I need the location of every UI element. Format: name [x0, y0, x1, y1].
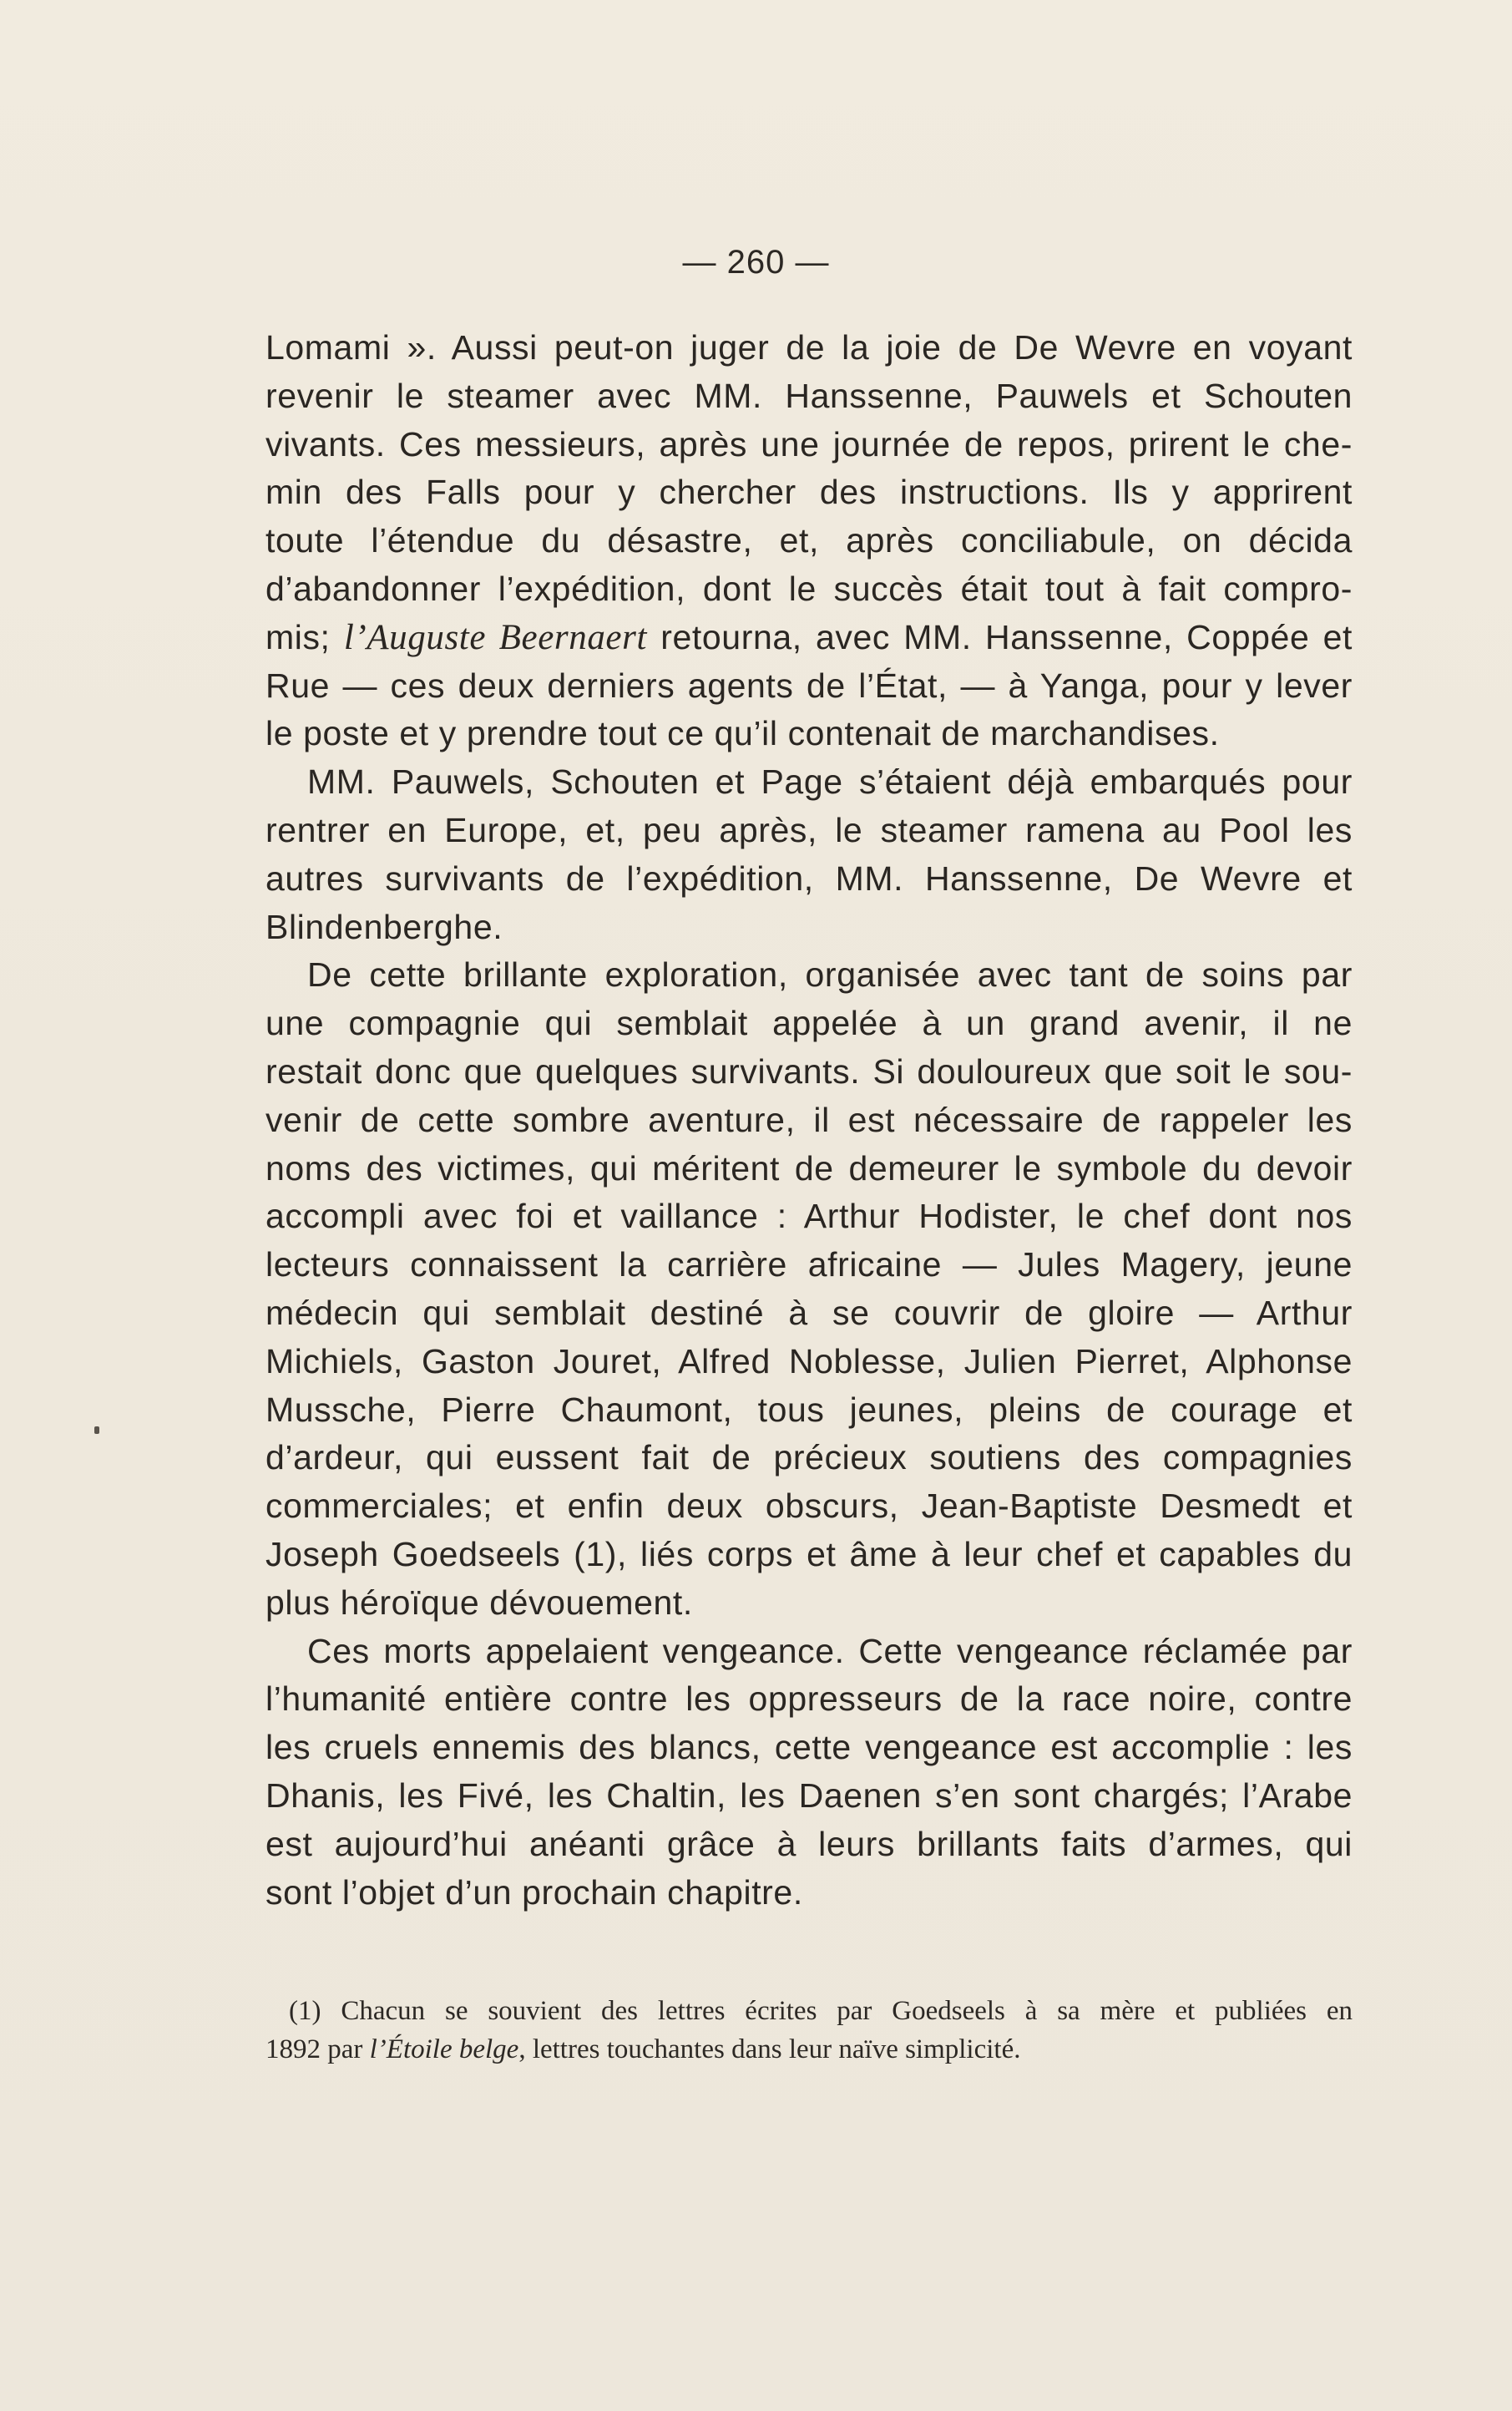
ship-name: l’Auguste Beernaert — [343, 617, 647, 657]
text-line: MM. Pauwels, Schouten et Page s’étaient déjà embarqués pour — [307, 762, 1353, 802]
text-line: venir de cette sombre aventure, il est nécessaire de rappeler les — [265, 1100, 1353, 1139]
footnote-line-mixed — [265, 2030, 1353, 2069]
footnote-fragment: , lettres touchantes dans leur naïve simplicité. — [518, 2034, 1021, 2064]
ink-speck — [94, 1426, 99, 1434]
text-line: Blindenberghe. — [265, 907, 503, 946]
text-line: médecin qui semblait destiné à se couvrir de gloire — Arthur — [265, 1293, 1353, 1332]
page-number: — 260 — — [682, 244, 830, 281]
text-line: l’humanité entière contre les oppresseurs de la race noire, contre — [265, 1679, 1353, 1719]
text-line: Joseph Goedseels (1), liés corps et âme à leur chef et capables du — [265, 1534, 1353, 1573]
text-fragment: mis; — [265, 617, 344, 656]
text-line: Rue — ces deux derniers agents de l’État, — à Yanga, pour y lever — [265, 666, 1353, 705]
text-line: Dhanis, les Fivé, les Chaltin, les Daenen s’en sont chargés; l’Arabe — [265, 1775, 1353, 1815]
text-line: commerciales; et enfin deux obscurs, Jean-Baptiste Desmedt et — [265, 1487, 1353, 1526]
text-line: Mussche, Pierre Chaumont, tous jeunes, pleins de courage et — [265, 1390, 1353, 1429]
text-line: plus héroïque dévouement. — [265, 1583, 693, 1622]
text-line: d’ardeur, qui eussent fait de précieux soutiens des compagnies — [265, 1438, 1353, 1477]
text-line: min des Falls pour y chercher des instructions. Ils y apprirent — [265, 473, 1353, 512]
text-line: le poste et y prendre tout ce qu’il contenait de marchandises. — [265, 714, 1220, 753]
body-text — [265, 324, 1353, 1917]
text-line: rentrer en Europe, et, peu après, le steamer ramena au Pool les — [265, 810, 1353, 849]
text-line: d’abandonner l’expédition, dont le succès était tout à fait compro- — [265, 569, 1353, 608]
text-line: sont l’objet d’un prochain chapitre. — [265, 1872, 803, 1912]
text-line: les cruels ennemis des blancs, cette vengeance est accomplie : les — [265, 1728, 1353, 1767]
text-line: est aujourd’hui anéanti grâce à leurs brillants faits d’armes, qui — [265, 1824, 1353, 1863]
footnote-line: (1) Chacun se souvient des lettres écrites par Goedseels à sa mère et publiées en — [289, 1996, 1353, 2026]
text-line: De cette brillante exploration, organisée avec tant de soins par — [307, 955, 1353, 995]
text-line: lecteurs connaissent la carrière africaine — Jules Magery, jeune — [265, 1245, 1353, 1284]
text-line: vivants. Ces messieurs, après une journée de repos, prirent le che- — [265, 424, 1353, 463]
text-fragment: retourna, avec MM. Hanssenne, Coppée et — [647, 617, 1353, 656]
newspaper-name: l’Étoile belge — [369, 2034, 519, 2064]
text-line: restait donc que quelques survivants. Si douloureux que soit le sou- — [265, 1051, 1353, 1091]
text-line: revenir le steamer avec MM. Hanssenne, Pauwels et Schouten — [265, 376, 1353, 415]
text-line: Michiels, Gaston Jouret, Alfred Noblesse, Julien Pierret, Alphonse — [265, 1341, 1353, 1380]
footnote-fragment: 1892 par — [265, 2034, 370, 2064]
text-line: une compagnie qui semblait appelée à un grand avenir, il ne — [265, 1004, 1353, 1043]
text-line: Lomami ». Aussi peut-on juger de la joie de De Wevre en voyant — [265, 328, 1353, 367]
text-line: autres survivants de l’expédition, MM. Hanssenne, De Wevre et — [265, 859, 1353, 898]
text-line: Ces morts appelaient vengeance. Cette vengeance réclamée par — [307, 1631, 1353, 1670]
text-line: accompli avec foi et vaillance : Arthur Hodister, le chef dont nos — [265, 1197, 1353, 1236]
text-line-mixed — [265, 614, 1353, 662]
footnote — [265, 1992, 1353, 2069]
text-line: toute l’étendue du désastre, et, après conciliabule, on décida — [265, 521, 1353, 560]
text-line: noms des victimes, qui méritent de demeurer le symbole du devoir — [265, 1148, 1353, 1188]
